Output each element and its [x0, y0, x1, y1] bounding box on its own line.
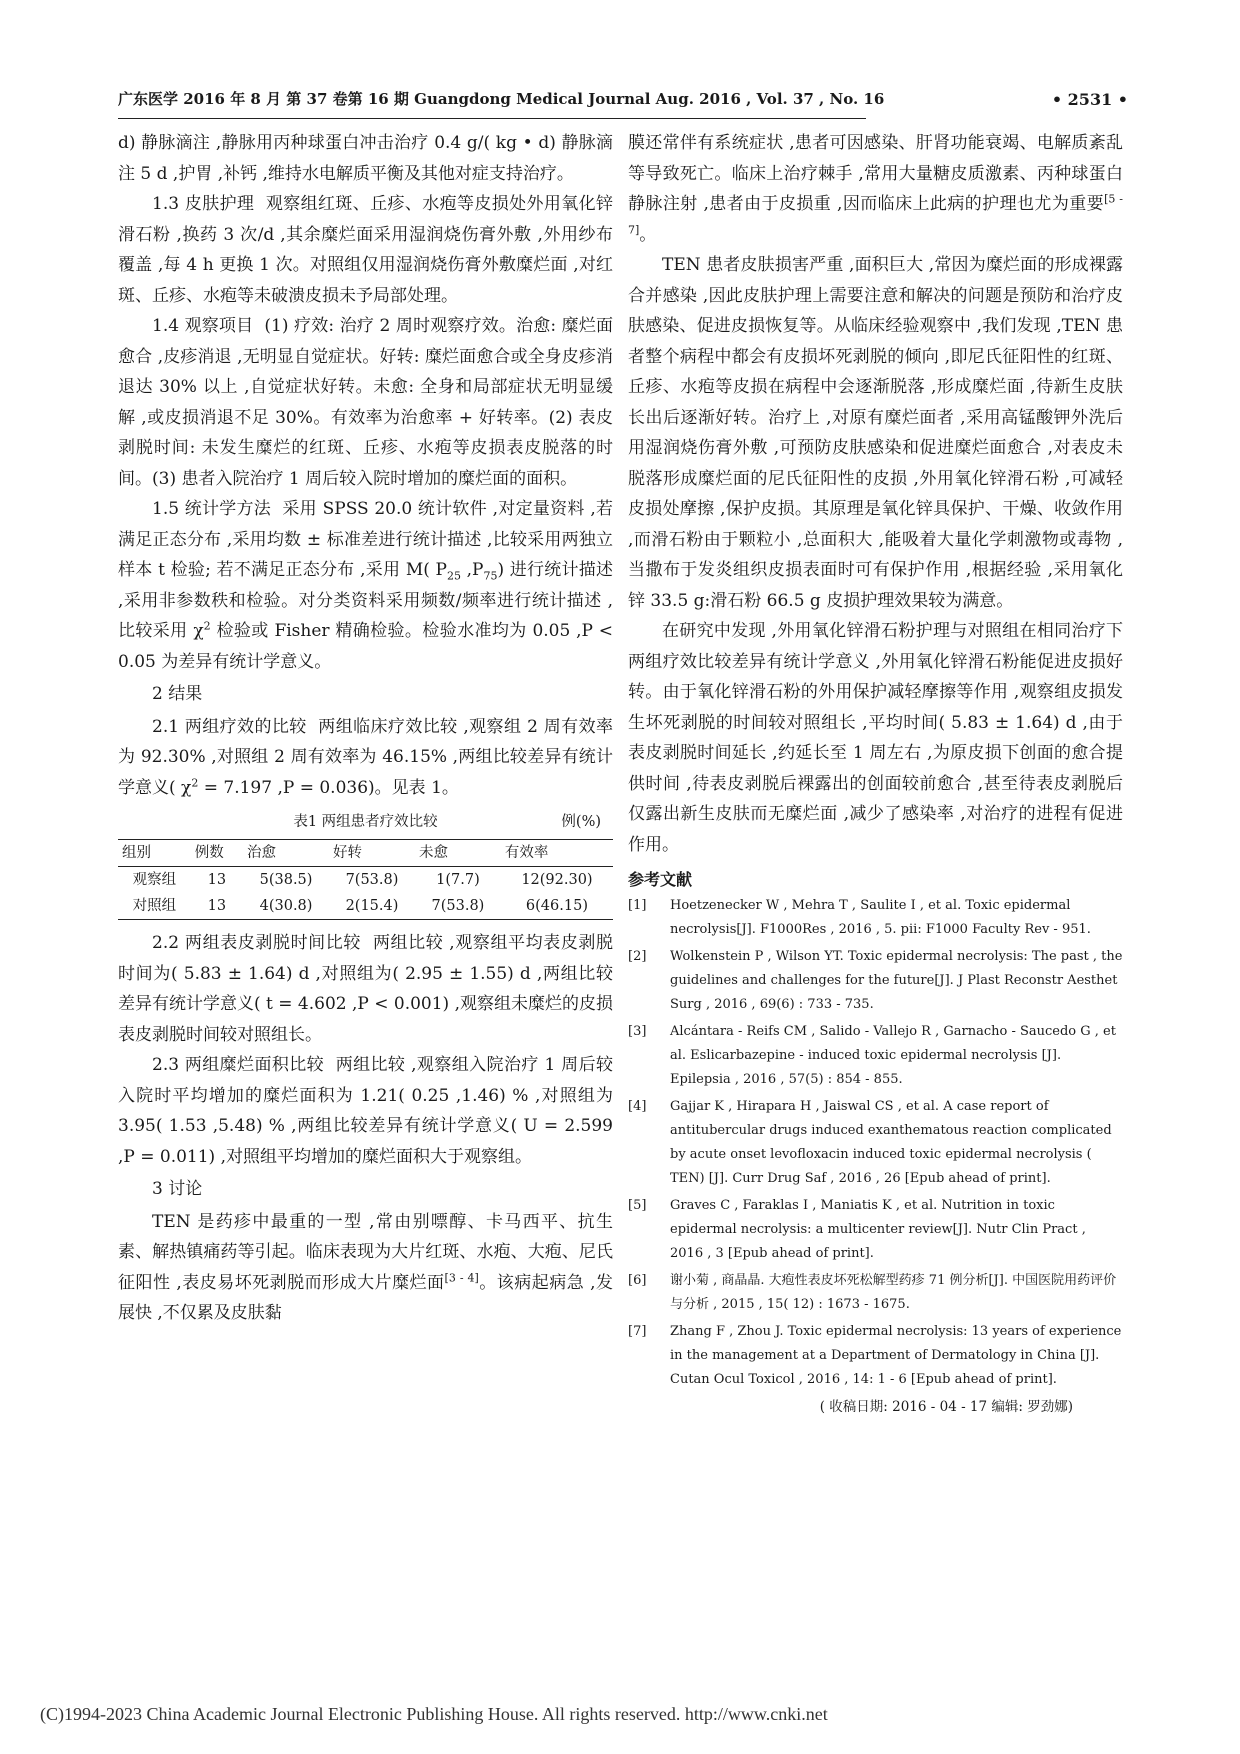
section-heading: 1.3 皮肤护理 — [152, 194, 255, 214]
section-heading: 2.2 两组表皮剥脱时间比较 — [152, 933, 361, 953]
table-row — [118, 867, 613, 894]
reference-number: [7] — [628, 1324, 647, 1339]
page-number: • 2531 • — [1051, 90, 1128, 109]
reference-item — [628, 1095, 1123, 1191]
reference-text: Wolkenstein P , Wilson YT. Toxic epidermal necrolysis: The past , the guidelines and challenges for the future[J]. J Plast Reconstr Aesthet Surg , 2016 , 69(6) : 733 - 735. — [670, 949, 1123, 1012]
section-heading: 2.3 两组糜烂面积比较 — [152, 1055, 325, 1075]
reference-text: 谢小菊 , 商晶晶. 大疱性表皮坏死松解型药疹 71 例分析[J]. 中国医院用药评价与分析 , 2015 , 15( 12) : 1673 - 1675. — [670, 1273, 1117, 1312]
reference-item — [628, 1269, 1123, 1317]
references-heading: 参考文献 — [628, 870, 693, 889]
discussion-paragraph — [118, 1207, 613, 1329]
section-text: 检验或 Fisher 精确检验。检验水准均为 0.05 ,P < 0.05 为差异有统计学意义。 — [118, 621, 613, 672]
section-text: 两组比较 ,观察组入院治疗 1 周后较入院时平均增加的糜烂面积为 1.21( 0.25 ,1.46) % ,对照组为 3.95( 1.53 ,5.48) % ,两组比较差异有统计学意义( U = 2.599 ,P = 0.011) ,对照组平均增加的糜烂面积大于观察组。 — [118, 1055, 613, 1167]
section-text: ) 进行统计描述 ,采用非参数秩和检验。对分类资料采用频数/频率进行统计描述 ,比较采用 χ — [118, 560, 613, 641]
reference-text: Zhang F , Zhou J. Toxic epidermal necrolysis: 13 years of experience in the management at a Department of Dermatology in China [J]. Cutan Ocul Toxicol , 2016 , 14: 1 - 6 [Epub ahead of print]. — [670, 1324, 1122, 1387]
section-text: 两组比较 ,观察组平均表皮剥脱时间为( 5.83 ± 1.64) d ,对照组为( 2.95 ± 1.55) d ,两组比较差异有统计学意义( t = 4.602 ,P < 0.001) ,观察组未糜烂的皮损表皮剥脱时间较对照组长。 — [118, 933, 614, 1045]
received-date: ( 收稿日期: 2016 - 04 - 17 编辑: 罗劲娜) — [819, 1399, 1073, 1415]
section-2-heading: 2 结果 — [152, 684, 203, 704]
discussion-paragraph — [628, 128, 1123, 250]
table-cell: 13 — [207, 872, 227, 888]
section-2-3 — [118, 1050, 613, 1172]
reference-text: Alcántara - Reifs CM , Salido - Vallejo R , Garnacho - Saucedo G , et al. Eslicarbazepine - induced toxic epidermal necrolysis [J]. Epilepsia , 2016 , 57(5) : 854 - 855. — [670, 1024, 1116, 1087]
section-text: 采用 SPSS 20.0 统计软件 ,对定量资料 ,若满足正态分布 ,采用均数 ± 标准差进行统计描述 ,比较采用两独立样本 t 检验; 若不满足正态分布 ,采用 M( P — [118, 499, 613, 580]
table-row — [118, 893, 613, 920]
reference-item — [628, 1020, 1123, 1092]
table-cell: 13 — [191, 893, 243, 920]
table-header: 例数 — [191, 840, 243, 867]
section-2-1 — [118, 712, 613, 804]
section-heading: 2.1 两组疗效的比较 — [152, 716, 307, 737]
reference-item — [628, 1194, 1123, 1266]
table-header: 治愈 — [243, 840, 329, 867]
reference-item — [628, 945, 1123, 1017]
reference-item — [628, 1320, 1123, 1392]
section-text: 。该病起病急 ,发展快 ,不仅累及皮肤黏 — [118, 1272, 613, 1323]
citation: [5 - 7] — [628, 192, 1123, 236]
reference-number: [4] — [628, 1099, 647, 1114]
table-cell: 2(15.4) — [329, 893, 415, 920]
table-cell: 观察组 — [132, 872, 177, 888]
paragraph: d) 静脉滴注 ,静脉用丙种球蛋白冲击治疗 0.4 g/( kg • d) 静脉滴注 5 d ,护胃 ,补钙 ,维持水电解质平衡及其他对症支持治疗。 — [118, 133, 613, 184]
table-cell: 7(53.8) — [345, 872, 399, 888]
section-text: TEN 是药疹中最重的一型 ,常由别嘌醇、卡马西平、抗生素、解热镇痛药等引起。临床表现为大片红斑、水疱、大疱、尼氏征阳性 ,表皮易坏死剥脱而形成大片糜烂面 — [118, 1211, 613, 1293]
header-rule — [118, 118, 866, 119]
discussion-paragraph: TEN 患者皮肤损害严重 ,面积巨大 ,常因为糜烂面的形成裸露合并感染 ,因此皮肤护理上需要注意和解决的问题是预防和治疗皮肤感染、促进皮损恢复等。从临床经验观察中 ,我们发现 ,TEN 患者整个病程中都会有皮损坏死剥脱的倾向 ,即尼氏征阳性的红斑、丘疹、水疱等皮损在病程中会逐渐脱落 ,形成糜烂面 ,待新生皮肤长出后逐渐好转。治疗上 ,对原有糜烂面者 ,采用高锰酸钾外洗后用湿润烧伤膏外敷 ,可预防皮肤感染和促进糜烂面愈合 ,对表皮未脱落形成糜烂面的尼氏征阳性的皮损 ,外用氧化锌滑石粉 ,可减轻皮损处摩擦 ,保护皮损。其原理是氧化锌具保护、干燥、收敛作用 ,而滑石粉由于颗粒小 ,总面积大 ,能吸着大量化学刺激物或毒物 ,当撒布于发炎组织皮损表面时可有保护作用 ,根据经验 ,采用氧化锌 33.5 g:滑石粉 66.5 g 皮损护理效果较为满意。 — [628, 255, 1123, 611]
discussion-paragraph: 在研究中发现 ,外用氧化锌滑石粉护理与对照组在相同治疗下两组疗效比较差异有统计学意义 ,外用氧化锌滑石粉能促进皮损好转。由于氧化锌滑石粉的外用保护减轻摩擦等作用 ,观察组皮损发生坏死剥脱的时间较对照组长 ,平均时间( 5.83 ± 1.64) d ,由于表皮剥脱时间延长 ,约延长至 1 周左右 ,为原皮损下创面的愈合提供时间 ,待表皮剥脱后裸露出的创面较前愈合 ,甚至待表皮剥脱后仅露出新生皮肤而无糜烂面 ,减少了感染率 ,对治疗的进程有促进作用。 — [628, 621, 1123, 855]
table-header: 组别 — [118, 840, 191, 867]
section-text: 观察组红斑、丘疹、水疱等皮损处外用氧化锌滑石粉 ,换药 3 次/d ,其余糜烂面采用湿润烧伤膏外敷 ,外用纱布覆盖 ,每 4 h 更换 1 次。对照组仅用湿润烧伤膏外敷糜烂面 ,对红斑、丘疹、水疱等未破溃皮损未予局部处理。 — [118, 194, 613, 306]
reference-number: [1] — [628, 898, 647, 913]
superscript: 2 — [191, 775, 199, 789]
reference-number: [2] — [628, 949, 647, 964]
reference-number: [3] — [628, 1024, 647, 1039]
section-1-4 — [118, 311, 613, 494]
table-header: 未愈 — [415, 840, 501, 867]
table-caption — [118, 809, 613, 835]
section-1-5 — [118, 494, 613, 677]
journal-header: 广东医学 2016 年 8 月 第 37 卷第 16 期 Guangdong Medical Journal Aug. 2016 , Vol. 37 , No. 16 — [118, 90, 885, 108]
table-cell: 1(7.7) — [436, 872, 480, 888]
section-3-heading: 3 讨论 — [152, 1179, 203, 1199]
table-title: 表1 两组患者疗效比较 — [293, 814, 438, 830]
table-cell: 5(38.5) — [259, 872, 313, 888]
section-heading: 1.5 统计学方法 — [152, 499, 272, 519]
reference-text: Hoetzenecker W , Mehra T , Saulite I , et al. Toxic epidermal necrolysis[J]. F1000Res , 2016 , 5. pii: F1000 Faculty Rev - 951. — [670, 898, 1091, 937]
table-cell: 6(46.15) — [501, 893, 613, 920]
section-2-2 — [118, 928, 613, 1050]
efficacy-table — [118, 839, 613, 920]
reference-list — [628, 894, 1123, 1392]
subscript: 25 — [446, 569, 461, 583]
table-unit: 例(%) — [561, 814, 601, 830]
section-text: (1) 疗效: 治疗 2 周时观察疗效。治愈: 糜烂面愈合 ,皮疹消退 ,无明显自觉症状。好转: 糜烂面愈合或全身皮疹消退达 30% 以上 ,自觉症状好转。未愈: 全身和局部症状无明显缓解 ,或皮损消退不足 30%。有效率为治愈率 + 好转率。(2) 表皮剥脱时间: 未发生糜烂的红斑、丘疹、水疱等皮损表皮脱落的时间。(3) 患者入院治疗 1 周后较入院时增加的糜烂面的面积。 — [118, 316, 613, 489]
table-cell: 7(53.8) — [415, 893, 501, 920]
section-text: 两组临床疗效比较 ,观察组 2 周有效率为 92.30% ,对照组 2 周有效率为 46.15% ,两组比较差异有统计学意义( χ — [118, 716, 613, 798]
right-column — [628, 128, 1123, 1419]
subscript: 75 — [483, 569, 498, 583]
copyright-footer: (C)1994-2023 China Academic Journal Electronic Publishing House. All rights reserved. http://www.cnki.net — [40, 1704, 828, 1724]
table-cell: 对照组 — [118, 893, 191, 920]
section-heading: 1.4 观察项目 — [152, 316, 254, 336]
section-text: ,P — [460, 560, 484, 580]
superscript: 2 — [203, 619, 211, 633]
section-text: 。 — [639, 224, 657, 245]
reference-item — [628, 894, 1123, 942]
table-cell: 12(92.30) — [521, 872, 593, 888]
table-header: 有效率 — [501, 840, 613, 867]
section-1-3 — [118, 189, 613, 311]
citation: [3 - 4] — [444, 1270, 479, 1284]
reference-number: [6] — [628, 1273, 647, 1288]
running-header — [118, 88, 1128, 116]
table-cell: 4(30.8) — [243, 893, 329, 920]
reference-text: Graves C , Faraklas I , Maniatis K , et al. Nutrition in toxic epidermal necrolysis: a multicenter review[J]. Nutr Clin Pract , 2016 , 3 [Epub ahead of print]. — [670, 1198, 1086, 1261]
section-text: = 7.197 ,P = 0.036)。见表 1。 — [198, 777, 459, 798]
reference-text: Gajjar K , Hirapara H , Jaiswal CS , et al. A case report of antitubercular drugs induced exanthematous reaction complicated by acute onset levofloxacin induced toxic epidermal necrolysis ( TEN) [J]. Curr Drug Saf , 2016 , 26 [Epub ahead of print]. — [670, 1099, 1112, 1186]
left-column — [118, 128, 613, 1329]
reference-number: [5] — [628, 1198, 647, 1213]
section-text: 膜还常伴有系统症状 ,患者可因感染、肝肾功能衰竭、电解质紊乱等导致死亡。临床上治疗棘手 ,常用大量糖皮质激素、丙种球蛋白静脉注射 ,患者由于皮损重 ,因而临床上此病的护理也尤为重要 — [628, 133, 1123, 214]
table-header: 好转 — [329, 840, 415, 867]
